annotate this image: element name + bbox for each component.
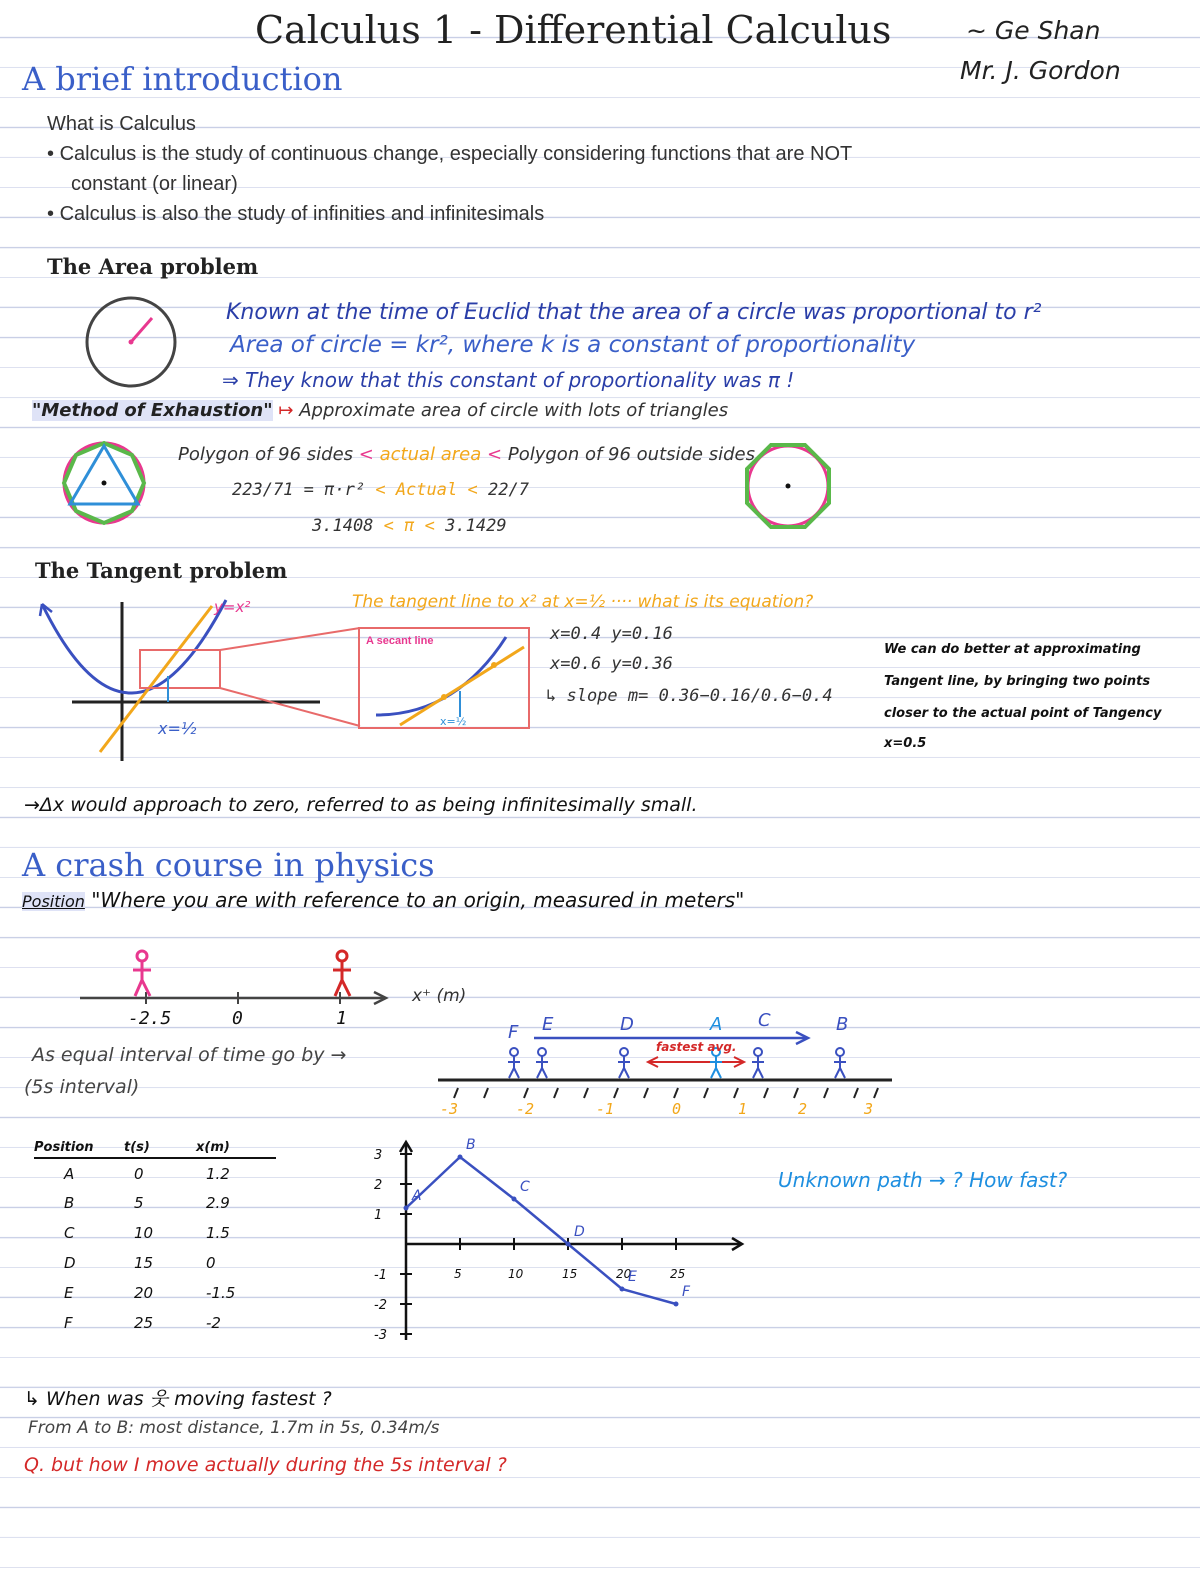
figure-c — [752, 1048, 764, 1078]
pi-inequality — [312, 516, 507, 536]
table-cell: -1.5 — [206, 1284, 236, 1302]
area-note-2: Area of circle = kr², where k is a constant of proportionality — [230, 332, 916, 358]
table-cell: C — [64, 1224, 75, 1242]
pi-left: 3.1408 — [312, 516, 374, 536]
method-label: "Method of Exhaustion" — [32, 400, 273, 421]
figure-b — [834, 1048, 846, 1078]
point-label: A — [412, 1188, 422, 1204]
point-label: B — [466, 1137, 476, 1153]
question-1: ↳ When was 웃 moving fastest ? — [24, 1388, 332, 1410]
table-row — [34, 1188, 276, 1218]
unknown-path-note — [778, 1168, 1067, 1192]
axis-unit-label: x⁺ (m) — [412, 986, 467, 1006]
table-cell: A — [64, 1164, 75, 1183]
y-tick-label: -1 — [374, 1268, 387, 1283]
position-table — [34, 1140, 276, 1338]
poly-lt-1: < — [358, 444, 374, 465]
table-cell: 2.9 — [206, 1194, 230, 1212]
x-tick-label: 15 — [562, 1267, 578, 1281]
position-word: Position — [22, 892, 85, 911]
slope-calculation: ↳ slope m= 0.36−0.16/0.6−0.4 — [546, 686, 833, 706]
center-dot — [102, 481, 107, 486]
parabola-label: y=x² — [214, 598, 251, 616]
point-label: D — [574, 1224, 585, 1240]
page-title: Calculus 1 - Differential Calculus — [255, 8, 892, 52]
y-tick-label: 1 — [374, 1208, 383, 1223]
line2-tick-neg3: -3 — [440, 1100, 459, 1118]
secant-curve-diagram — [360, 629, 528, 727]
poly-inner: Polygon of 96 sides — [178, 444, 354, 465]
table-row — [34, 1248, 276, 1278]
line2-tick-0: 0 — [672, 1100, 682, 1118]
poly-actual: actual area — [379, 444, 482, 465]
table-header: t(s) — [124, 1140, 196, 1158]
secant-point-1 — [441, 694, 447, 700]
point-label: E — [628, 1269, 637, 1285]
ineq-actual: Actual — [395, 480, 458, 500]
point-label: F — [682, 1284, 691, 1300]
line2-tick-1: 1 — [738, 1100, 748, 1118]
y-tick-label: 3 — [374, 1148, 383, 1163]
tangent-heading: The Tangent problem — [35, 558, 288, 583]
position-def: "Where you are with reference to an origin, measured in meters" — [91, 888, 745, 912]
line2-tick-neg1: -1 — [596, 1100, 615, 1118]
table-cell: 1.5 — [206, 1224, 230, 1242]
x-half-label: x=½ — [158, 719, 197, 738]
area-heading: The Area problem — [47, 254, 259, 279]
pi-right: 3.1429 — [445, 516, 507, 536]
inscribed-polygon-diagram — [58, 438, 158, 538]
tick-label-1: 1 — [336, 1008, 347, 1029]
secant-point-b: x=0.6 y=0.36 — [550, 654, 673, 674]
table-cell: B — [64, 1194, 75, 1212]
circumscribed-polygon-diagram — [740, 440, 840, 540]
table-row — [34, 1278, 276, 1308]
unknown-path-a: Unknown path → — [778, 1168, 946, 1192]
intro-question: What is Calculus — [47, 113, 196, 135]
table-cell: 5 — [134, 1194, 144, 1212]
stick-figure-pink — [133, 951, 151, 996]
zoomed-parabola — [376, 637, 506, 715]
data-point — [458, 1155, 463, 1160]
interval-note-1: As equal interval of time go by → — [32, 1044, 347, 1066]
parabola-curve — [42, 600, 226, 693]
bullet-1-text: Calculus is the study of continuous change, especially considering functions that are NOT — [59, 143, 853, 165]
bullet-1 — [47, 143, 852, 166]
position-definition — [22, 888, 744, 912]
area-inequality — [232, 480, 529, 500]
table-row — [34, 1308, 276, 1338]
letter-f: F — [508, 1022, 519, 1043]
table-row — [34, 1218, 276, 1248]
secant-line — [400, 647, 524, 725]
table-cell: -2 — [206, 1314, 221, 1332]
data-point — [620, 1287, 625, 1292]
zoom-x-label: x=½ — [440, 715, 467, 728]
table-cell: 10 — [134, 1224, 154, 1242]
zoom-connector-bottom — [220, 688, 360, 726]
data-point — [512, 1197, 517, 1202]
side-note-4: x=0.5 — [884, 736, 927, 751]
letter-b: B — [836, 1014, 849, 1035]
ineq-left: 223/71 = π·r² — [232, 480, 366, 500]
bullet-2-text: Calculus is also the study of infinities and infinitesimals — [59, 203, 545, 225]
tick-marks — [454, 1088, 878, 1098]
data-point — [404, 1206, 409, 1211]
zoom-connector-top — [220, 628, 360, 650]
ineq-right: 22/7 — [487, 480, 529, 500]
bullet-2 — [47, 203, 544, 226]
line2-tick-neg2: -2 — [516, 1100, 535, 1118]
interval-note-2: (5s interval) — [24, 1076, 140, 1098]
x-tick-label: 5 — [454, 1267, 462, 1281]
y-tick-label: 2 — [374, 1178, 383, 1193]
tangent-question: The tangent line to x² at x=½ ···· what is its equation? — [352, 592, 814, 612]
physics-heading: A crash course in physics — [22, 846, 435, 884]
table-cell: D — [64, 1254, 76, 1272]
center-dot — [786, 484, 791, 489]
side-note-1: We can do better at approximating — [884, 642, 1141, 657]
table-cell: 25 — [134, 1314, 154, 1332]
poly-lt-2: < — [487, 444, 503, 465]
answer-1: From A to B: most distance, 1.7m in 5s, 0.34m/s — [28, 1418, 440, 1438]
line2-tick-3: 3 — [864, 1100, 874, 1118]
unknown-path-b: ? How fast? — [952, 1168, 1068, 1192]
poly-outer: Polygon of 96 outside sides — [507, 444, 755, 465]
figure-d — [618, 1048, 630, 1078]
table-header: Position — [34, 1140, 124, 1158]
tick-label-neg-2-5: -2.5 — [128, 1008, 172, 1029]
table-row — [34, 1158, 276, 1188]
y-tick-label: -3 — [374, 1328, 387, 1343]
bullet-dot: • — [47, 203, 60, 225]
delta-x-note: →Δx would approach to zero, referred to as being infinitesimally small. — [24, 794, 698, 816]
x-tick-label: 25 — [670, 1267, 686, 1281]
table-header-row — [34, 1140, 276, 1158]
pi-lt-1: < — [383, 516, 394, 536]
point-label: C — [520, 1179, 530, 1195]
figure-f — [508, 1048, 520, 1078]
data-point — [674, 1302, 679, 1307]
pi-symbol: π — [404, 516, 415, 536]
secant-point-a: x=0.4 y=0.16 — [550, 624, 673, 644]
method-line — [32, 400, 728, 421]
table-cell: 0 — [134, 1164, 144, 1183]
x-tick-label: 20 — [616, 1267, 632, 1281]
intro-heading: A brief introduction — [22, 60, 343, 98]
radius-line — [131, 318, 152, 342]
method-arrow: ↦ — [278, 400, 294, 421]
secant-zoom-panel — [358, 627, 530, 729]
letter-e: E — [542, 1014, 554, 1035]
position-time-chart — [360, 1137, 760, 1358]
question-2: Q. but how I move actually during the 5s interval ? — [24, 1454, 507, 1476]
circle-radius-diagram — [82, 296, 182, 396]
bullet-1-cont: constant (or linear) — [71, 173, 238, 195]
x-tick-label: 10 — [508, 1267, 524, 1281]
area-note-1: Known at the time of Euclid that the area of a circle was proportional to r² — [226, 300, 1042, 325]
table-cell: F — [64, 1314, 73, 1332]
method-desc: Approximate area of circle with lots of triangles — [299, 400, 729, 421]
line2-tick-2: 2 — [798, 1100, 808, 1118]
data-point — [566, 1242, 571, 1247]
secant-point-2 — [491, 662, 497, 668]
table-cell: 1.2 — [206, 1164, 230, 1183]
bullet-dot: • — [47, 143, 60, 165]
teacher-name: Mr. J. Gordon — [960, 56, 1121, 85]
tick-label-0: 0 — [232, 1008, 243, 1029]
author-name: ~ Ge Shan — [966, 16, 1101, 45]
side-note-2: Tangent line, by bringing two points — [884, 674, 1151, 689]
ineq-lt-2: < — [467, 480, 478, 500]
polygon-comparison — [178, 444, 755, 465]
area-note-3: ⇒ They know that this constant of proportionality was π ! — [222, 368, 795, 392]
table-cell: E — [64, 1284, 74, 1302]
center-dot — [129, 340, 134, 345]
y-tick-label: -2 — [374, 1298, 387, 1313]
ineq-lt-1: < — [375, 480, 386, 500]
letter-c: C — [758, 1010, 771, 1031]
table-cell: 0 — [206, 1254, 216, 1272]
secant-label: A secant line — [366, 635, 434, 647]
table-cell: 20 — [134, 1284, 154, 1302]
letter-a: A — [710, 1014, 723, 1035]
table-cell: 15 — [134, 1254, 154, 1272]
letter-d: D — [620, 1014, 634, 1035]
figure-e — [536, 1048, 548, 1078]
side-note-3: closer to the actual point of Tangency — [884, 706, 1162, 721]
table-header: x(m) — [196, 1140, 276, 1158]
pi-lt-2: < — [424, 516, 435, 536]
fastest-label: fastest avg. — [656, 1040, 737, 1054]
stick-figure-red — [333, 951, 351, 996]
